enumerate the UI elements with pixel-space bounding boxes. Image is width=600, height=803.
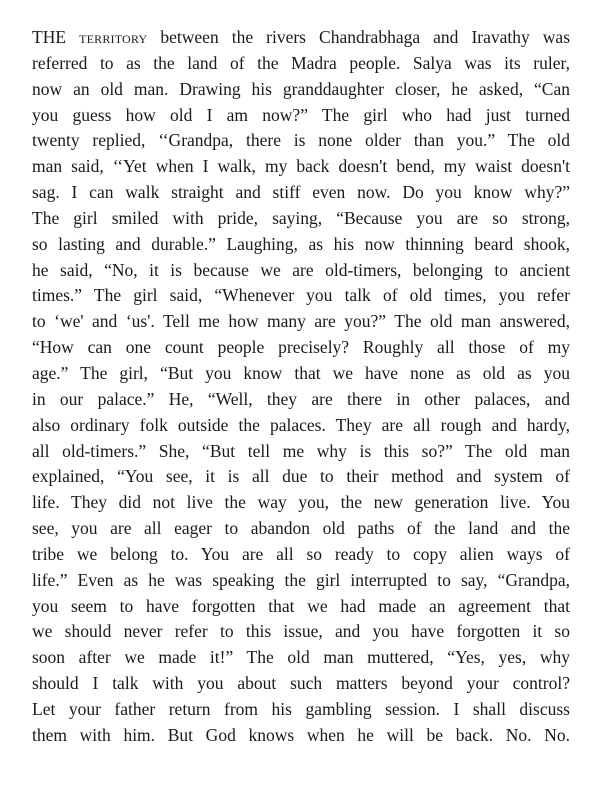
text-line: you guess how old I am now?” The girl who had just turned	[32, 104, 570, 125]
text-line: sag. I can walk straight and stiff even now. Do you know why?”	[32, 182, 570, 203]
text-line: explained, “You see, it is all due to their method and system of	[32, 466, 570, 487]
text-line: times.” The girl said, “Whenever you talk of old times, you refer	[32, 285, 570, 306]
opening-rest: between the rivers Chandrabhaga and Iravathy was	[160, 27, 571, 47]
text-line: all old-timers.” She, “But tell me why is this so?” The old man	[32, 440, 570, 461]
smallcaps-word: territory	[79, 27, 148, 47]
text-line: so lasting and durable.” Laughing, as his now thinning beard shook,	[32, 233, 570, 254]
text-line: he said, “No, it is because we are old-timers, belonging to ancient	[32, 259, 570, 280]
text-line: we should never refer to this issue, and you have forgotten it so	[32, 621, 570, 642]
text-line: twenty replied, ‘‘Grandpa, there is none older than you.” The old	[32, 130, 570, 151]
text-line: “How can one count people precisely? Roughly all those of my	[32, 337, 570, 358]
text-line: soon after we made it!” The old man muttered, “Yes, yes, why	[32, 647, 570, 668]
text-line: to ‘we' and ‘us'. Tell me how many are you?” The old man answered,	[32, 311, 570, 332]
text-line: you seem to have forgotten that we had made an agreement that	[32, 595, 570, 616]
text-line: see, you are all eager to abandon old paths of the land and the	[32, 518, 570, 539]
text-line: them with him. But God knows when he will be back. No. No.	[32, 724, 570, 745]
text-line: life.” Even as he was speaking the girl interrupted to say, “Grandpa,	[32, 569, 570, 590]
text-line: The girl smiled with pride, saying, “Because you are so strong,	[32, 207, 570, 228]
text-line: in our palace.” He, “Well, they are there in other palaces, and	[32, 388, 570, 409]
text-line: referred to as the land of the Madra people. Salya was its ruler,	[32, 52, 570, 73]
text-line: tribe we belong to. You are all so ready to copy alien ways of	[32, 543, 570, 564]
text-line-opening	[32, 25, 570, 51]
text-line: age.” The girl, “But you know that we have none as old as you	[32, 362, 570, 383]
text-line: now an old man. Drawing his granddaughter closer, he asked, “Can	[32, 78, 570, 99]
body-text	[32, 25, 570, 749]
text-line: man said, ‘‘Yet when I walk, my back doesn't bend, my waist doesn't	[32, 156, 570, 177]
text-line: should I talk with you about such matters beyond your control?	[32, 673, 570, 694]
text-line: life. They did not live the way you, the new generation live. You	[32, 492, 570, 513]
lead-word: THE	[32, 27, 67, 47]
text-line: also ordinary folk outside the palaces. They are all rough and hardy,	[32, 414, 570, 435]
text-line: Let your father return from his gambling session. I shall discuss	[32, 698, 570, 719]
